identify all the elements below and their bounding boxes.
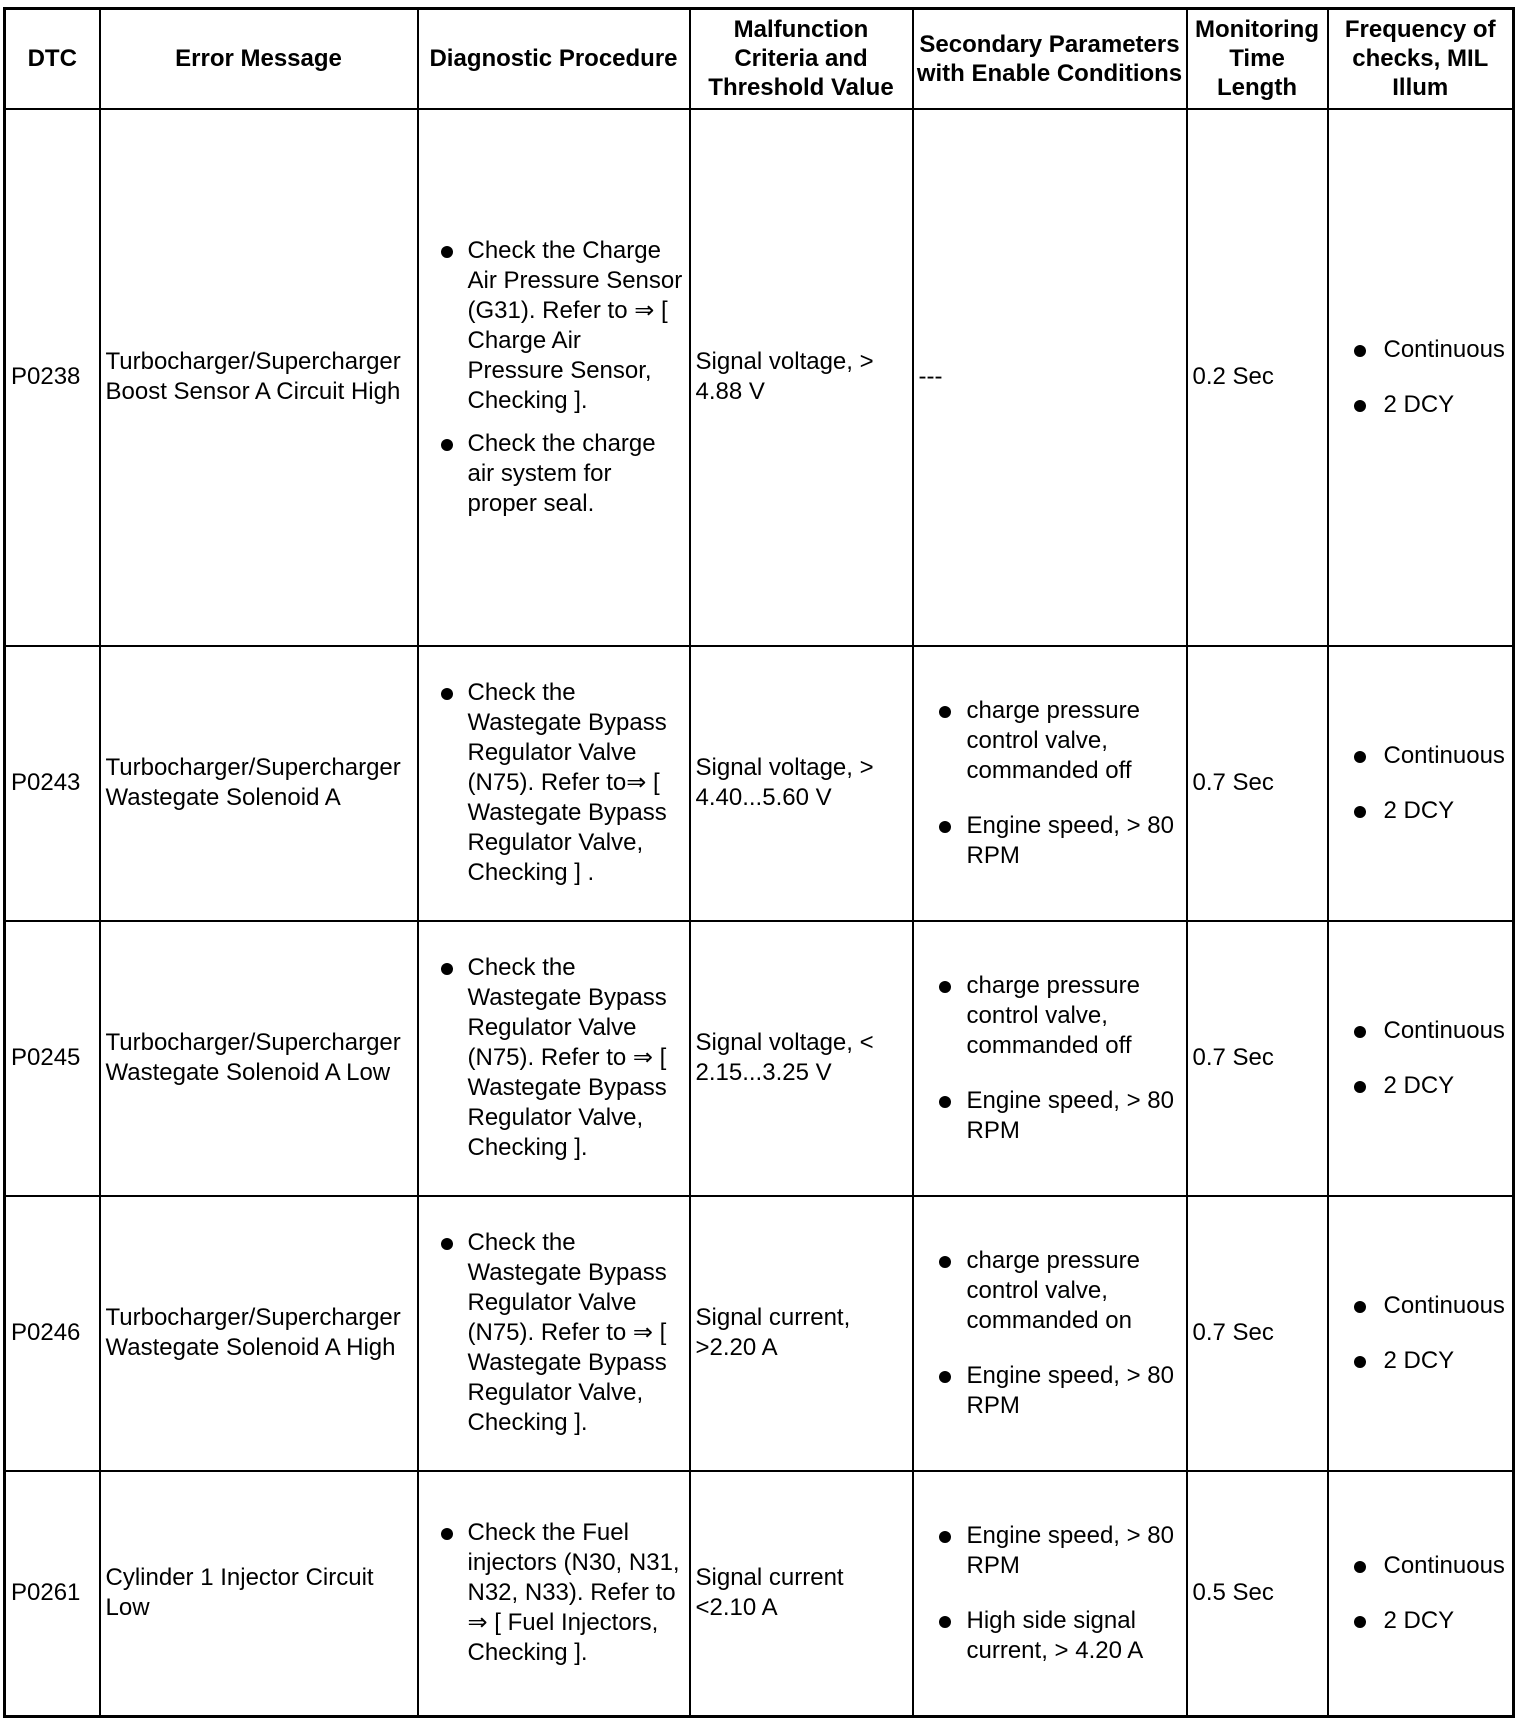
malfunction-criteria: Signal current <2.10 A [695,1564,844,1622]
frequency-item: Continuous [1334,1291,1508,1321]
frequency-item: 2 DCY [1334,796,1508,826]
procedure-list [424,1518,684,1668]
header-frequency: Frequency of checks, MIL Illum [1328,9,1514,109]
table-row [5,1471,1514,1717]
error-message-cell [100,109,418,646]
dtc-code-cell [5,109,100,646]
frequency-list [1334,1016,1508,1101]
frequency-item: 2 DCY [1334,1606,1508,1636]
header-row [5,9,1514,109]
frequency-list [1334,1291,1508,1376]
malfunction-criteria: Signal voltage, < 2.15...3.25 V [695,1029,874,1086]
error-message-cell [100,1196,418,1471]
frequency-list [1334,335,1508,420]
error-message: Turbocharger/Supercharger Boost Sensor A Circuit High [105,348,401,405]
secondary-parameters-cell [913,1196,1187,1471]
frequency-list [1334,1551,1508,1636]
frequency-cell [1328,646,1514,921]
monitoring-time: 0.7 Sec [1192,1319,1274,1346]
frequency-item: 2 DCY [1334,1346,1508,1376]
monitoring-time: 0.7 Sec [1192,769,1274,796]
error-message: Cylinder 1 Injector Circuit Low [105,1564,374,1622]
procedure-item: Check the Charge Air Pressure Sensor (G31). Refer to ⇒ [ Charge Air Pressure Sensor, Checking ]. [424,236,684,416]
frequency-item: Continuous [1334,741,1508,771]
secondary-parameters-cell [913,646,1187,921]
dtc-code: P0261 [11,1579,81,1607]
monitoring-time-cell [1187,109,1328,646]
error-message-cell [100,921,418,1196]
procedure-item: Check the charge air system for proper seal. [424,429,684,519]
table-row [5,921,1514,1196]
procedure-item: Check the Wastegate Bypass Regulator Valve (N75). Refer to ⇒ [ Wastegate Bypass Regulator Valve, Checking ]. [424,953,684,1163]
secondary-parameter-item: charge pressure control valve, commanded off [919,971,1181,1061]
malfunction-criteria: Signal voltage, > 4.40...5.60 V [695,754,874,811]
secondary-parameters-cell [913,109,1187,646]
secondary-parameter-item: Engine speed, > 80 RPM [919,811,1181,871]
diagnostic-procedure-cell [418,109,690,646]
monitoring-time-cell [1187,1196,1328,1471]
error-message: Turbocharger/Supercharger Wastegate Solenoid A Low [105,1029,401,1086]
procedure-list [424,678,684,888]
frequency-cell [1328,1471,1514,1717]
monitoring-time-cell [1187,646,1328,921]
dtc-code-cell [5,646,100,921]
secondary-parameter-list [919,971,1181,1146]
procedure-list [424,236,684,519]
header-monitoring-time: Monitoring Time Length [1187,9,1328,109]
dtc-table [3,7,1515,1718]
malfunction-criteria-cell [690,109,913,646]
frequency-item: 2 DCY [1334,1071,1508,1101]
secondary-parameters-cell [913,1471,1187,1717]
frequency-item: Continuous [1334,335,1508,365]
malfunction-criteria-cell [690,921,913,1196]
procedure-list [424,953,684,1163]
monitoring-time-cell [1187,1471,1328,1717]
secondary-parameter-item: High side signal current, > 4.20 A [919,1606,1181,1666]
header-error-message: Error Message [100,9,418,109]
dtc-code-cell [5,1471,100,1717]
secondary-parameter-item: charge pressure control valve, commanded off [919,696,1181,786]
dtc-code: P0246 [11,1319,81,1346]
diagnostic-procedure-cell [418,1471,690,1717]
monitoring-time: 0.7 Sec [1192,1044,1274,1071]
header-secondary-parameters: Secondary Parameters with Enable Conditions [913,9,1187,109]
secondary-parameter-list [919,1521,1181,1666]
malfunction-criteria: Signal voltage, > 4.88 V [695,348,874,405]
header-diagnostic-procedure: Diagnostic Procedure [418,9,690,109]
secondary-parameters-cell [913,921,1187,1196]
dtc-code-cell [5,921,100,1196]
procedure-item: Check the Wastegate Bypass Regulator Valve (N75). Refer to⇒ [ Wastegate Bypass Regulator Valve, Checking ] . [424,678,684,888]
secondary-parameter-none: --- [918,363,943,390]
diagnostic-procedure-cell [418,1196,690,1471]
header-malfunction-criteria: Malfunction Criteria and Threshold Value [690,9,913,109]
secondary-parameter-item: Engine speed, > 80 RPM [919,1361,1181,1421]
monitoring-time-cell [1187,921,1328,1196]
secondary-parameter-list [919,696,1181,871]
secondary-parameter-item: Engine speed, > 80 RPM [919,1521,1181,1581]
frequency-cell [1328,109,1514,646]
malfunction-criteria-cell [690,1471,913,1717]
monitoring-time: 0.5 Sec [1192,1579,1274,1607]
malfunction-criteria-cell [690,1196,913,1471]
procedure-item: Check the Fuel injectors (N30, N31, N32, N33). Refer to ⇒ [ Fuel Injectors, Checking ]. [424,1518,684,1668]
diagnostic-procedure-cell [418,646,690,921]
error-message: Turbocharger/Supercharger Wastegate Solenoid A [105,754,401,811]
error-message-cell [100,646,418,921]
procedure-list [424,1228,684,1438]
malfunction-criteria: Signal current, >2.20 A [695,1304,851,1361]
diagnostic-procedure-cell [418,921,690,1196]
table-row [5,109,1514,646]
dtc-code: P0238 [11,363,81,390]
error-message: Turbocharger/Supercharger Wastegate Solenoid A High [105,1304,401,1361]
frequency-item: 2 DCY [1334,390,1508,420]
secondary-parameter-item: Engine speed, > 80 RPM [919,1086,1181,1146]
monitoring-time: 0.2 Sec [1192,363,1274,390]
secondary-parameter-item: charge pressure control valve, commanded on [919,1246,1181,1336]
error-message-cell [100,1471,418,1717]
frequency-item: Continuous [1334,1551,1508,1581]
malfunction-criteria-cell [690,646,913,921]
table-body [5,109,1514,1717]
dtc-code-cell [5,1196,100,1471]
frequency-cell [1328,921,1514,1196]
table-row [5,1196,1514,1471]
secondary-parameter-list [919,1246,1181,1421]
header-dtc: DTC [5,9,100,109]
dtc-code: P0245 [11,1044,81,1071]
table-row [5,646,1514,921]
frequency-list [1334,741,1508,826]
procedure-item: Check the Wastegate Bypass Regulator Valve (N75). Refer to ⇒ [ Wastegate Bypass Regulator Valve, Checking ]. [424,1228,684,1438]
dtc-code: P0243 [11,769,81,796]
frequency-item: Continuous [1334,1016,1508,1046]
frequency-cell [1328,1196,1514,1471]
